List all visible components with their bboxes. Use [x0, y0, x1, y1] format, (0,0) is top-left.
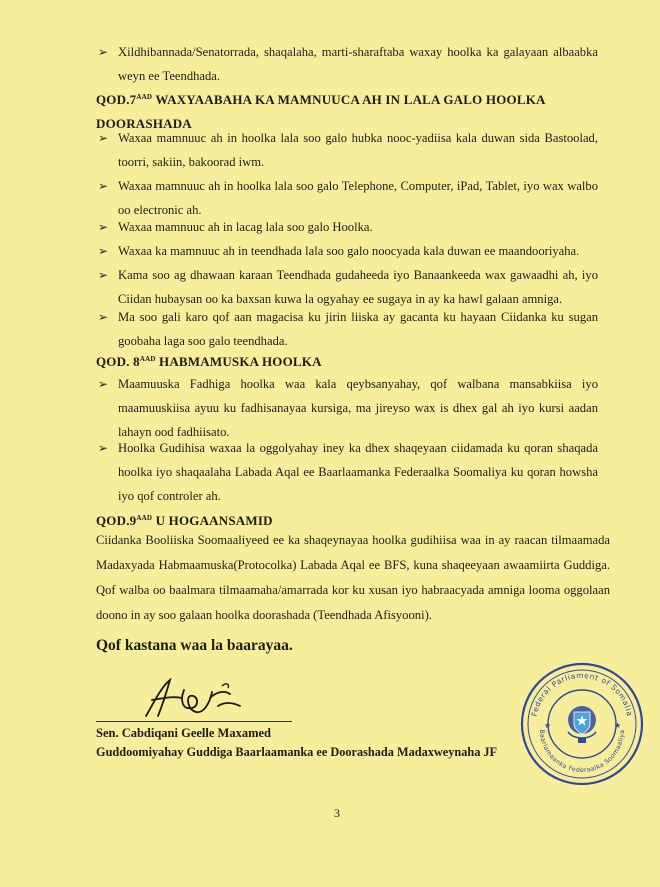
svg-text:Baarlamaanka Federaalka Soomaa: Baarlamaanka Federaalka Soomaaliya — [537, 729, 627, 775]
arrow-bullet-icon: ➢ — [98, 310, 109, 324]
bullet-item: ➢ Hoolka Gudihisa waxaa la oggolyahay iney ka dhex shaqeyaan ciidamada ku qoran shaqada hoolka iyo shaqaalaha Labada Aqal ee Baarlaamanka Federaalka Soomaliya ku qoran howsha iyo qof controler ah. — [118, 436, 598, 508]
bullet-item: ➢ Waxaa mamnuuc ah in hoolka lala soo galo Telephone, Computer, iPad, Tablet, iyo wax walbo oo electronic ah. — [118, 174, 598, 222]
arrow-bullet-icon: ➢ — [98, 441, 109, 455]
arrow-bullet-icon: ➢ — [98, 244, 109, 258]
bullet-item: ➢ Kama soo ag dhawaan karaan Teendhada gudaheeda iyo Banaankeeda wax gawaadhi ah, iyo Ciidan hubaysan oo ka baxsan kuwa la ogyahay ee sugaya in ay ka hawl galaan amniga. — [118, 263, 598, 311]
svg-text:★: ★ — [544, 721, 552, 730]
section-paragraph: Ciidanka Booliiska Soomaaliyeed ee ka shaqeynayaa hoolka gudihiisa waa in ay raacan tilmaamada Madaxyada Habmaamuska(Protocolka) Labada Aqal ee BFS, kuna shaqeeyaan awaamiirta Guddiga. Qof walba oo baalmara tilmaamaha/amarrada kor ku xusan iyo habraacyada amniga looma oggolaan doono in ay soo galaan hoolka doorashada (Teendhada Afisyooni). — [96, 533, 610, 622]
bullet-item: ➢ Ma soo gali karo qof aan magacisa ku jirin liiska ay gacanta ku hayaan Ciidanka ku sugan goobaha laga soo galo teendhada. — [118, 305, 598, 353]
svg-text:Federal Parliament of Somalia: Federal Parliament of Somalia — [529, 670, 635, 718]
arrow-bullet-icon: ➢ — [98, 131, 109, 145]
arrow-bullet-icon: ➢ — [98, 179, 109, 193]
bullet-item: ➢ Waxaa mamnuuc ah in lacag lala soo galo Hoolka. — [118, 215, 598, 239]
bullet-item: ➢ Waxaa mamnuuc ah in hoolka lala soo galo hubka nooc-yadiisa kala duwan sida Bastoolad, toorri, sakiin, bakoorad iwm. — [118, 126, 598, 174]
bullet-item: ➢ Maamuuska Fadhiga hoolka waa kala qeybsanyahay, qof walbana mansabkiisa iyo maamuuskiisa ayuu ku fadhisanayaa kursiga, ma jireyso wax is dhex gal ah iyo kursi aadan lahayn ood fadhiisato. — [118, 372, 598, 444]
arrow-bullet-icon: ➢ — [98, 220, 109, 234]
section-heading-qod7: $QOD.7^{AAD}$ WAXYAABAHA KA MAMNUUCA AH IN LALA GALO HOOLKA DOORASHADA — [96, 92, 545, 131]
signature-line — [96, 721, 292, 722]
arrow-bullet-icon: ➢ — [98, 45, 109, 59]
handwritten-signature — [140, 672, 250, 722]
svg-text:★: ★ — [614, 721, 622, 730]
arrow-bullet-icon: ➢ — [98, 377, 109, 391]
bullet-item: ➢ Xildhibannada/Senatorrada, shaqalaha, marti-sharaftaba waxay hoolka ka galayaan albaabka weyn ee Teendhada. — [118, 40, 598, 88]
signatory-name: Sen. Cabdiqani Geelle Maxamed — [96, 726, 272, 740]
section-heading-qod8: QOD. $8^{AAD}$ HABMAMUSKA HOOLKA — [96, 354, 322, 369]
closing-statement: Qof kastana waa la baarayaa. — [96, 637, 293, 654]
page-number: 3 — [334, 806, 340, 820]
section-heading-qod9: $QOD.9^{AAD}$ U HOGAANSAMID — [96, 513, 273, 528]
official-seal-stamp — [518, 660, 646, 788]
arrow-bullet-icon: ➢ — [98, 268, 109, 282]
bullet-item: ➢ Waxaa ka mamnuuc ah in teendhada lala soo galo noocyada kala duwan ee maandooriyaha. — [118, 239, 598, 263]
signatory-title: Guddoomiyahay Guddiga Baarlaamanka ee Doorashada Madaxweynaha JF — [96, 745, 498, 759]
